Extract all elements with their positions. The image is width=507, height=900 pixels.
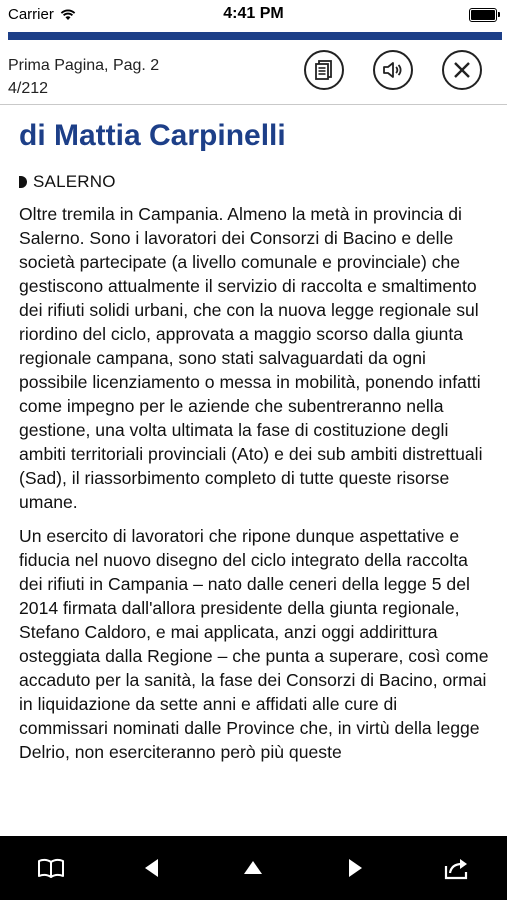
next-icon xyxy=(340,853,370,883)
close-button[interactable] xyxy=(442,50,482,90)
up-button[interactable] xyxy=(229,844,277,892)
article-paragraph: Un esercito di lavoratori che ripone dunque aspettative e fiducia nel nuovo disegno del ciclo integrato della raccolta dei rifiuti in Campania – nato dalle ceneri della legge 5 del 2014 firmata dall'allora presidente della giunta regionale, Stefano Caldoro, e mai applicata, anzi oggi addirittura osteggiata dalla Regione – che punta a superare, così come accaduto per la sanità, la fase dei Consorzi di Bacino, ormai in liquidazione da sette anni e affidati alle cure di commissari nominati dalle Province che, in virtù della legge Delrio, non eserciteranno però più queste xyxy=(19,526,489,762)
page-counter: 4/212 xyxy=(8,80,49,97)
header-accent-bar xyxy=(8,32,502,40)
previous-button[interactable] xyxy=(128,844,176,892)
previous-icon xyxy=(137,853,167,883)
contents-button[interactable] xyxy=(27,844,75,892)
document-icon xyxy=(312,58,336,82)
read-aloud-button[interactable] xyxy=(373,50,413,90)
article-location xyxy=(19,172,489,192)
status-bar xyxy=(0,0,507,30)
status-time: 4:41 PM xyxy=(223,5,284,22)
view-page-button[interactable] xyxy=(304,50,344,90)
location-label: SALERNO xyxy=(33,172,116,191)
share-button[interactable] xyxy=(432,844,480,892)
article-paragraph: Oltre tremila in Campania. Almeno la metà in provincia di Salerno. Sono i lavoratori dei Consorzi di Bacino e delle società partecipate (a livello comunale e provinciale) che gestiscono attualmente il servizio di raccolta e smaltimento dei rifiuti solidi urbani, che con la nuova legge regionale sul riordino del ciclo, approvata a maggio scorso dalla giunta regionale campana, sono stati salvaguardati da ogni possibile licenziamento o messa in mobilità, ponendo infatti come impegno per le aziende che subentreranno nella gestione, una volta ultimata la fase di costituzione degli ambiti territoriali provinciali (Ato) e dei sub ambiti distrettuali (Sad), il riassorbimento completo di tutte queste risorse umane. xyxy=(19,204,483,512)
up-icon xyxy=(238,853,268,883)
speaker-icon xyxy=(381,58,405,82)
book-icon xyxy=(36,853,66,883)
article-body xyxy=(19,118,489,774)
page-info xyxy=(8,54,159,100)
location-marker-icon xyxy=(19,176,27,188)
share-icon xyxy=(441,853,471,883)
close-icon xyxy=(450,58,474,82)
next-button[interactable] xyxy=(331,844,379,892)
article-author: di Mattia Carpinelli xyxy=(19,119,286,152)
page-label: Prima Pagina, Pag. 2 xyxy=(8,57,160,74)
bottom-toolbar xyxy=(0,836,507,900)
article-header xyxy=(0,40,507,105)
battery-icon xyxy=(469,8,497,22)
carrier-label: Carrier xyxy=(8,6,54,23)
